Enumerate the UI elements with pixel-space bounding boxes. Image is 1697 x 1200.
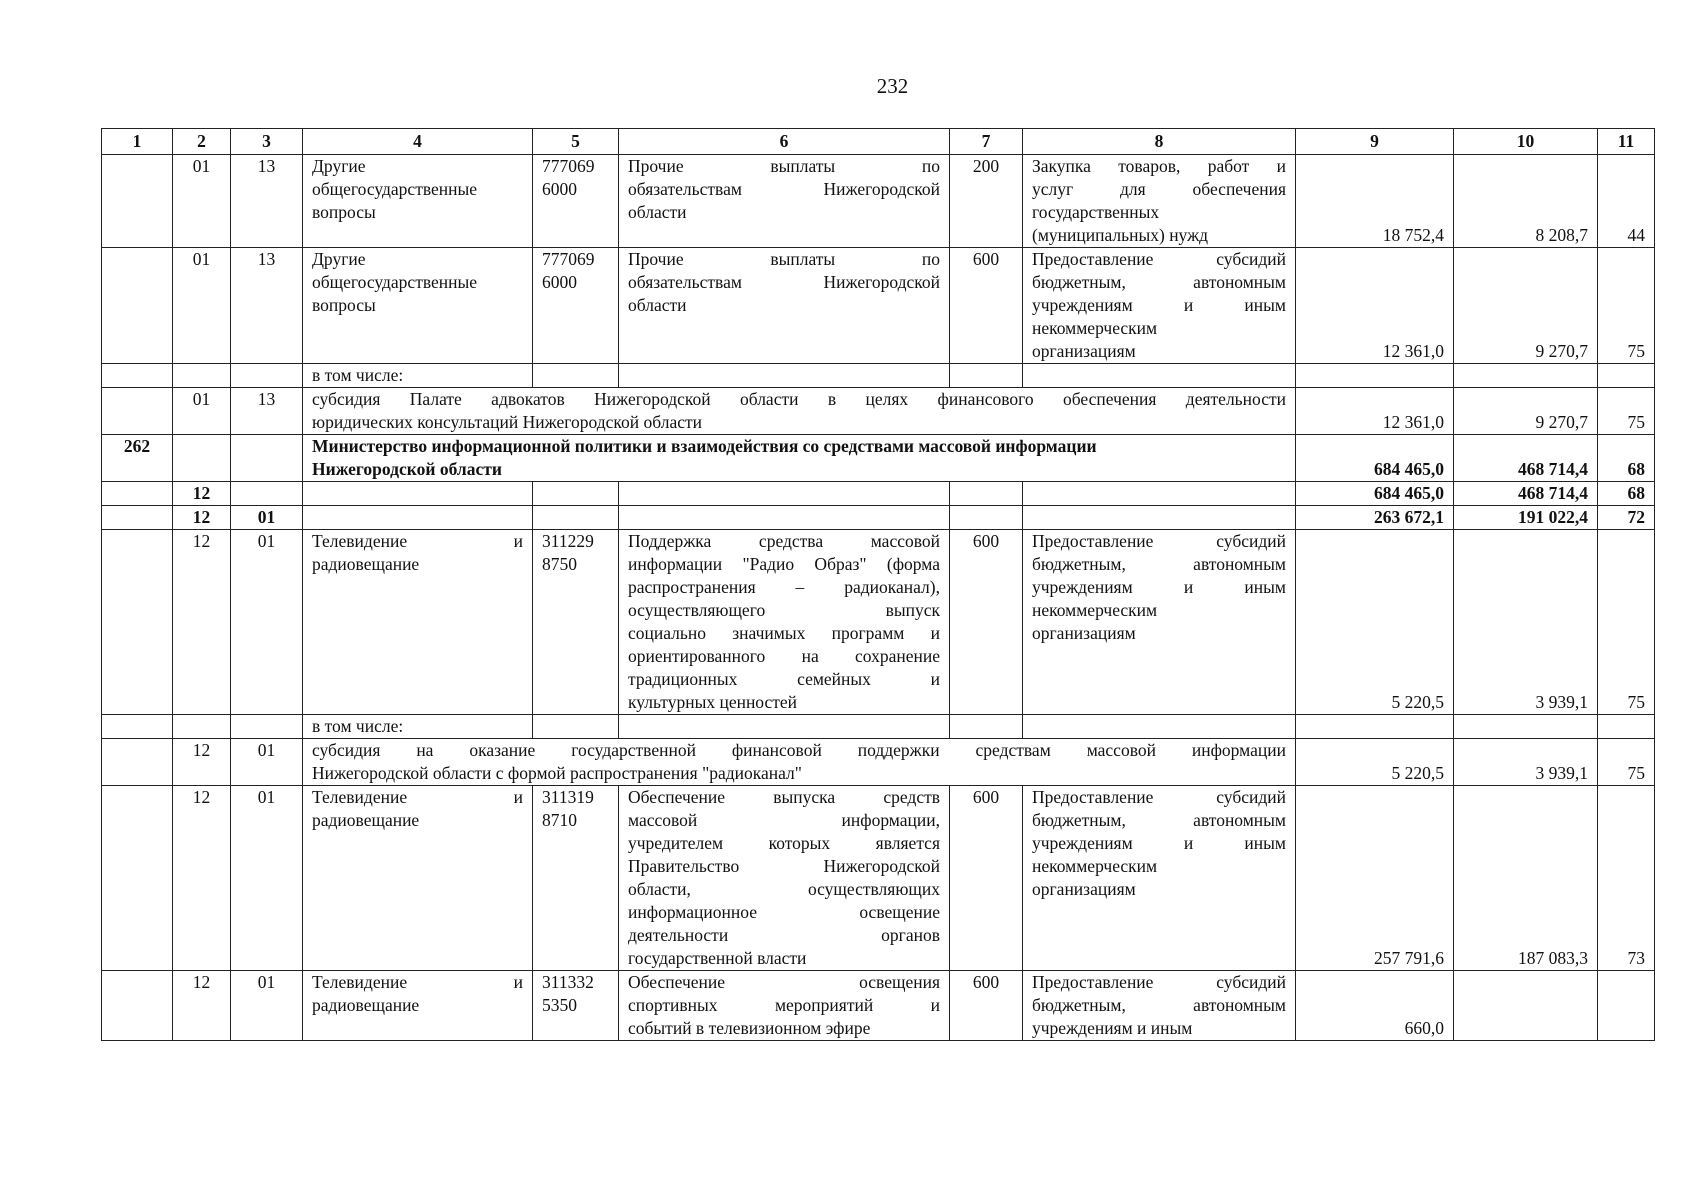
cell-percent: 44 [1598, 155, 1655, 248]
cell-actual [1454, 971, 1598, 1041]
cell-target-name: Прочие выплаты по обязательствам Нижегородской области [619, 155, 950, 248]
cell-section-name: Телевидение и радиовещание [303, 786, 533, 971]
column-header-5: 5 [533, 129, 619, 155]
cell-expense-name: Закупка товаров, работ и услуг для обеспечения государственных (муниципальных) нужд [1023, 155, 1296, 248]
cell-plan: 660,0 [1296, 971, 1454, 1041]
cell-percent: 75 [1598, 530, 1655, 715]
cell-1 [102, 388, 173, 435]
table-row [102, 739, 1655, 786]
table-row [102, 506, 1655, 530]
cell-subsection: 13 [231, 155, 303, 248]
subsidy-description: субсидия на оказание государственной финансовой поддержки средствам массовой информации Нижегородской области с формой распространения "радиоканал" [303, 739, 1296, 786]
cell-subsection: 13 [231, 248, 303, 364]
cell-2 [173, 435, 231, 482]
cell-7 [950, 364, 1023, 388]
page-number: 232 [876, 74, 909, 98]
cell-1 [102, 786, 173, 971]
cell-actual: 9 270,7 [1454, 388, 1598, 435]
cell-target-name: Обеспечение освещения спортивных мероприятий и событий в телевизионном эфире [619, 971, 950, 1041]
cell-section: 01 [173, 248, 231, 364]
cell-1 [102, 739, 173, 786]
cell-6 [619, 364, 950, 388]
cell-percent: 75 [1598, 739, 1655, 786]
cell-section: 12 [173, 530, 231, 715]
column-header-11: 11 [1598, 129, 1655, 155]
column-header-10: 10 [1454, 129, 1598, 155]
column-header-4: 4 [303, 129, 533, 155]
cell-expense-name: Предоставление субсидий бюджетным, автономным учреждениям и иным некоммерческим организациям [1023, 530, 1296, 715]
cell-10 [1454, 364, 1598, 388]
cell-target-name: Поддержка средства массовой информации "Радио Образ" (форма распространения – радиоканал), осуществляющего выпуск социально значимых программ и ориентированного на сохранение традиционных семейных и культурных ценностей [619, 530, 950, 715]
cell-expense-type: 600 [950, 248, 1023, 364]
cell-6 [619, 482, 950, 506]
note-cell: в том числе: [303, 364, 533, 388]
cell-target-name: Прочие выплаты по обязательствам Нижегородской области [619, 248, 950, 364]
column-header-1: 1 [102, 129, 173, 155]
cell-expense-type: 600 [950, 971, 1023, 1041]
cell-actual: 187 083,3 [1454, 786, 1598, 971]
cell-section-name: Телевидение и радиовещание [303, 530, 533, 715]
cell-percent: 73 [1598, 786, 1655, 971]
cell-1 [102, 530, 173, 715]
cell-5 [533, 715, 619, 739]
table-row [102, 786, 1655, 971]
cell-8 [1023, 506, 1296, 530]
cell-expense-name: Предоставление субсидий бюджетным, автономным учреждениям и иным некоммерческим организациям [1023, 248, 1296, 364]
cell-plan: 684 465,0 [1296, 482, 1454, 506]
cell-target-code: 311229 8750 [533, 530, 619, 715]
cell-plan: 684 465,0 [1296, 435, 1454, 482]
cell-subsection [231, 482, 303, 506]
cell-section: 12 [173, 506, 231, 530]
cell-target-code: 777069 6000 [533, 155, 619, 248]
table-row [102, 364, 1655, 388]
cell-actual: 9 270,7 [1454, 248, 1598, 364]
column-header-2: 2 [173, 129, 231, 155]
cell-percent [1598, 971, 1655, 1041]
column-header-8: 8 [1023, 129, 1296, 155]
cell-10 [1454, 715, 1598, 739]
ministry-title: Министерство информационной политики и взаимодействия со средствами массовой информации Нижегородской области [303, 435, 1296, 482]
table-row [102, 530, 1655, 715]
table-row [102, 388, 1655, 435]
table-row [102, 435, 1655, 482]
cell-plan: 18 752,4 [1296, 155, 1454, 248]
cell-actual: 3 939,1 [1454, 530, 1598, 715]
cell-4 [303, 482, 533, 506]
cell-6 [619, 506, 950, 530]
cell-section: 12 [173, 482, 231, 506]
table-row [102, 248, 1655, 364]
cell-subsection: 01 [231, 739, 303, 786]
cell-section: 01 [173, 388, 231, 435]
column-header-7: 7 [950, 129, 1023, 155]
cell-section-name: Другие общегосударственные вопросы [303, 155, 533, 248]
cell-1 [102, 364, 173, 388]
cell-actual: 468 714,4 [1454, 435, 1598, 482]
cell-percent: 75 [1598, 388, 1655, 435]
cell-2 [173, 715, 231, 739]
cell-percent: 68 [1598, 435, 1655, 482]
cell-section-name: Телевидение и радиовещание [303, 971, 533, 1041]
cell-1 [102, 155, 173, 248]
cell-2 [173, 364, 231, 388]
cell-plan: 5 220,5 [1296, 530, 1454, 715]
cell-5 [533, 506, 619, 530]
cell-target-name: Обеспечение выпуска средств массовой информации, учредителем которых является Правительство Нижегородской области, осуществляющих информационное освещение деятельности органов государственной власти [619, 786, 950, 971]
budget-table [101, 128, 1655, 1041]
cell-actual: 191 022,4 [1454, 506, 1598, 530]
cell-5 [533, 364, 619, 388]
cell-expense-name: Предоставление субсидий бюджетным, автономным учреждениям и иным [1023, 971, 1296, 1041]
cell-1 [102, 715, 173, 739]
cell-1 [102, 248, 173, 364]
cell-8 [1023, 715, 1296, 739]
cell-expense-type: 200 [950, 155, 1023, 248]
cell-expense-type: 600 [950, 530, 1023, 715]
cell-subsection: 01 [231, 506, 303, 530]
column-header-6: 6 [619, 129, 950, 155]
cell-percent: 72 [1598, 506, 1655, 530]
note-cell: в том числе: [303, 715, 533, 739]
table-row [102, 971, 1655, 1041]
cell-1 [102, 506, 173, 530]
cell-3 [231, 715, 303, 739]
cell-8 [1023, 364, 1296, 388]
cell-9 [1296, 715, 1454, 739]
subsidy-description: субсидия Палате адвокатов Нижегородской области в целях финансового обеспечения деятельности юридических консультаций Нижегородской области [303, 388, 1296, 435]
cell-1 [102, 482, 173, 506]
cell-1 [102, 971, 173, 1041]
cell-target-code: 311332 5350 [533, 971, 619, 1041]
cell-section: 12 [173, 971, 231, 1041]
cell-actual: 8 208,7 [1454, 155, 1598, 248]
column-header-9: 9 [1296, 129, 1454, 155]
cell-percent: 75 [1598, 248, 1655, 364]
cell-5 [533, 482, 619, 506]
cell-plan: 12 361,0 [1296, 388, 1454, 435]
cell-section: 12 [173, 739, 231, 786]
column-header-3: 3 [231, 129, 303, 155]
table-row [102, 155, 1655, 248]
cell-3 [231, 435, 303, 482]
cell-target-code: 311319 8710 [533, 786, 619, 971]
cell-4 [303, 506, 533, 530]
cell-actual: 3 939,1 [1454, 739, 1598, 786]
cell-expense-type: 600 [950, 786, 1023, 971]
cell-actual: 468 714,4 [1454, 482, 1598, 506]
cell-plan: 5 220,5 [1296, 739, 1454, 786]
cell-8 [1023, 482, 1296, 506]
cell-3 [231, 364, 303, 388]
cell-7 [950, 482, 1023, 506]
table-row [102, 482, 1655, 506]
cell-expense-name: Предоставление субсидий бюджетным, автономным учреждениям и иным некоммерческим организациям [1023, 786, 1296, 971]
cell-6 [619, 715, 950, 739]
cell-11 [1598, 715, 1655, 739]
cell-section: 12 [173, 786, 231, 971]
cell-7 [950, 506, 1023, 530]
cell-7 [950, 715, 1023, 739]
table-header [102, 129, 1655, 155]
cell-plan: 257 791,6 [1296, 786, 1454, 971]
table-row [102, 715, 1655, 739]
cell-subsection: 13 [231, 388, 303, 435]
cell-section-name: Другие общегосударственные вопросы [303, 248, 533, 364]
cell-plan: 263 672,1 [1296, 506, 1454, 530]
cell-section: 01 [173, 155, 231, 248]
cell-9 [1296, 364, 1454, 388]
cell-subsection: 01 [231, 786, 303, 971]
ministry-code: 262 [102, 435, 173, 482]
cell-plan: 12 361,0 [1296, 248, 1454, 364]
cell-11 [1598, 364, 1655, 388]
cell-subsection: 01 [231, 530, 303, 715]
cell-subsection: 01 [231, 971, 303, 1041]
cell-target-code: 777069 6000 [533, 248, 619, 364]
cell-percent: 68 [1598, 482, 1655, 506]
